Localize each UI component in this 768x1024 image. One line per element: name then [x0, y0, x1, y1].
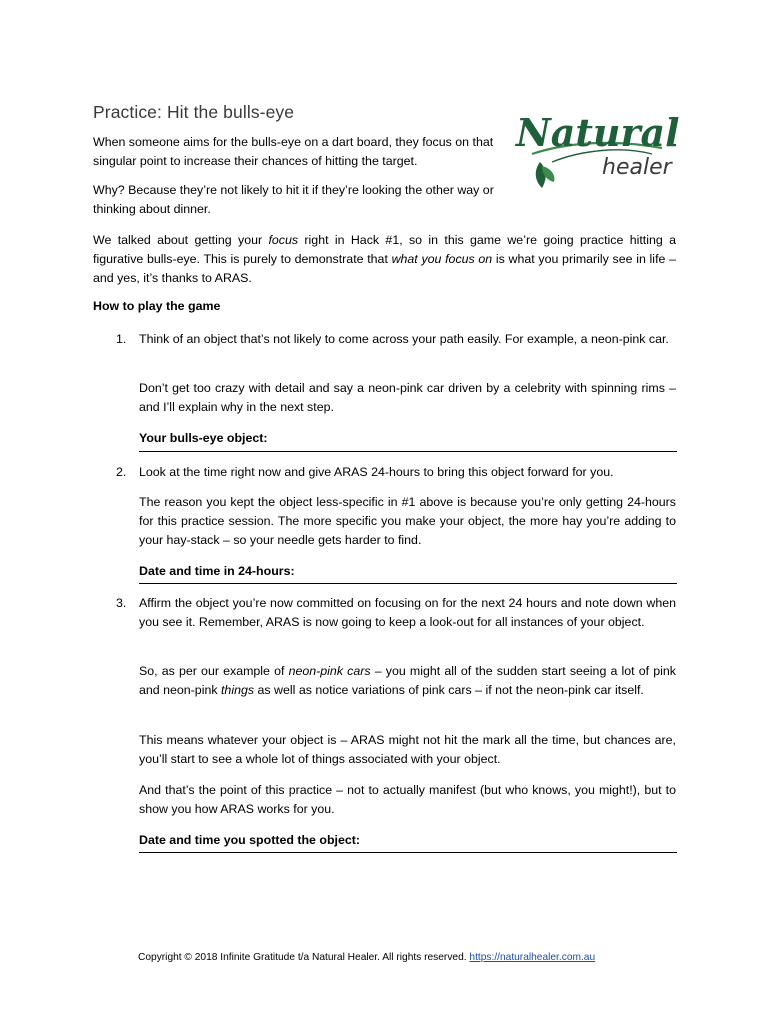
step-3-paragraph-2: So, as per our example of neon-pink cars – you might all of the sudden start seeing a lot of pink and neon-pink things as well as notice variations of pink cars – if not the neon-pink car itself. [139, 664, 676, 697]
page-title: Practice: Hit the bulls-eye [93, 102, 295, 122]
intro-paragraph-1: When someone aims for the bulls-eye on a dart board, they focus on that singular point to increase their chances of hitting the target. [93, 135, 494, 168]
date-time-spotted-line[interactable] [139, 852, 677, 853]
step-1-paragraph-1: Think of an object that’s not likely to come across your path easily. For example, a neon-pink car. [139, 332, 669, 346]
step-1-paragraph-2: Don’t get too crazy with detail and say a neon-pink car driven by a celebrity with spinning rims – and I’ll explain why in the next step. [139, 381, 676, 414]
natural-healer-logo [512, 104, 680, 190]
bulls-eye-object-line[interactable] [139, 451, 677, 452]
step-3-paragraph-1: Affirm the object you’re now committed on focusing on for the next 24 hours and note down when you see it. Remember, ARAS is now going to keep a look-out for all instances of your object. [139, 596, 676, 629]
bulls-eye-object-label: Your bulls-eye object: [139, 431, 268, 445]
date-time-spotted-label: Date and time you spotted the object: [139, 833, 360, 847]
step-2-paragraph-1: Look at the time right now and give ARAS 24-hours to bring this object forward for you. [139, 465, 614, 479]
step-3-paragraph-4: And that’s the point of this practice – not to actually manifest (but who knows, you might!), but to show you how ARAS works for you. [139, 783, 676, 816]
emphasis-things: things [220, 683, 255, 697]
date-time-24h-line[interactable] [139, 583, 677, 584]
emphasis-neon-pink-cars: neon-pink cars [288, 664, 371, 678]
emphasis-focus: focus [268, 233, 299, 247]
logo-word-healer: healer [602, 155, 672, 180]
footer-copyright: Copyright © 2018 Infinite Gratitude t/a Natural Healer. All rights reserved. https://naturalhealer.com.au [138, 952, 596, 963]
logo-word-natural: Natural [516, 110, 680, 155]
step-3-paragraph-3: This means whatever your object is – ARAS might not hit the mark all the time, but chances are, you’ll start to see a whole lot of things associated with your object. [139, 733, 676, 766]
step-2-number: 2. [116, 465, 127, 479]
intro-paragraph-2: Why? Because they’re not likely to hit it if they’re looking the other way or thinking about dinner. [93, 183, 494, 216]
intro-paragraph-3: We talked about getting your focus right in Hack #1, so in this game we’re going practice hitting a figurative bulls-eye. This is purely to demonstrate that what you focus on is what you primarily see in life – and yes, it’s thanks to ARAS. [93, 233, 676, 285]
step-1-number: 1. [116, 332, 127, 346]
emphasis-what-you-focus-on: what you focus on [391, 252, 493, 266]
step-3-number: 3. [116, 596, 127, 610]
footer-website-link[interactable]: https://naturalhealer.com.au [469, 952, 596, 963]
section-heading: How to play the game [93, 299, 221, 313]
step-2-paragraph-2: The reason you kept the object less-specific in #1 above is because you’re only getting 24-hours for this practice session. The more specific you make your object, the more hay you’re adding to your hay-stack – so your needle gets harder to find. [139, 495, 676, 547]
date-time-24h-label: Date and time in 24-hours: [139, 564, 295, 578]
